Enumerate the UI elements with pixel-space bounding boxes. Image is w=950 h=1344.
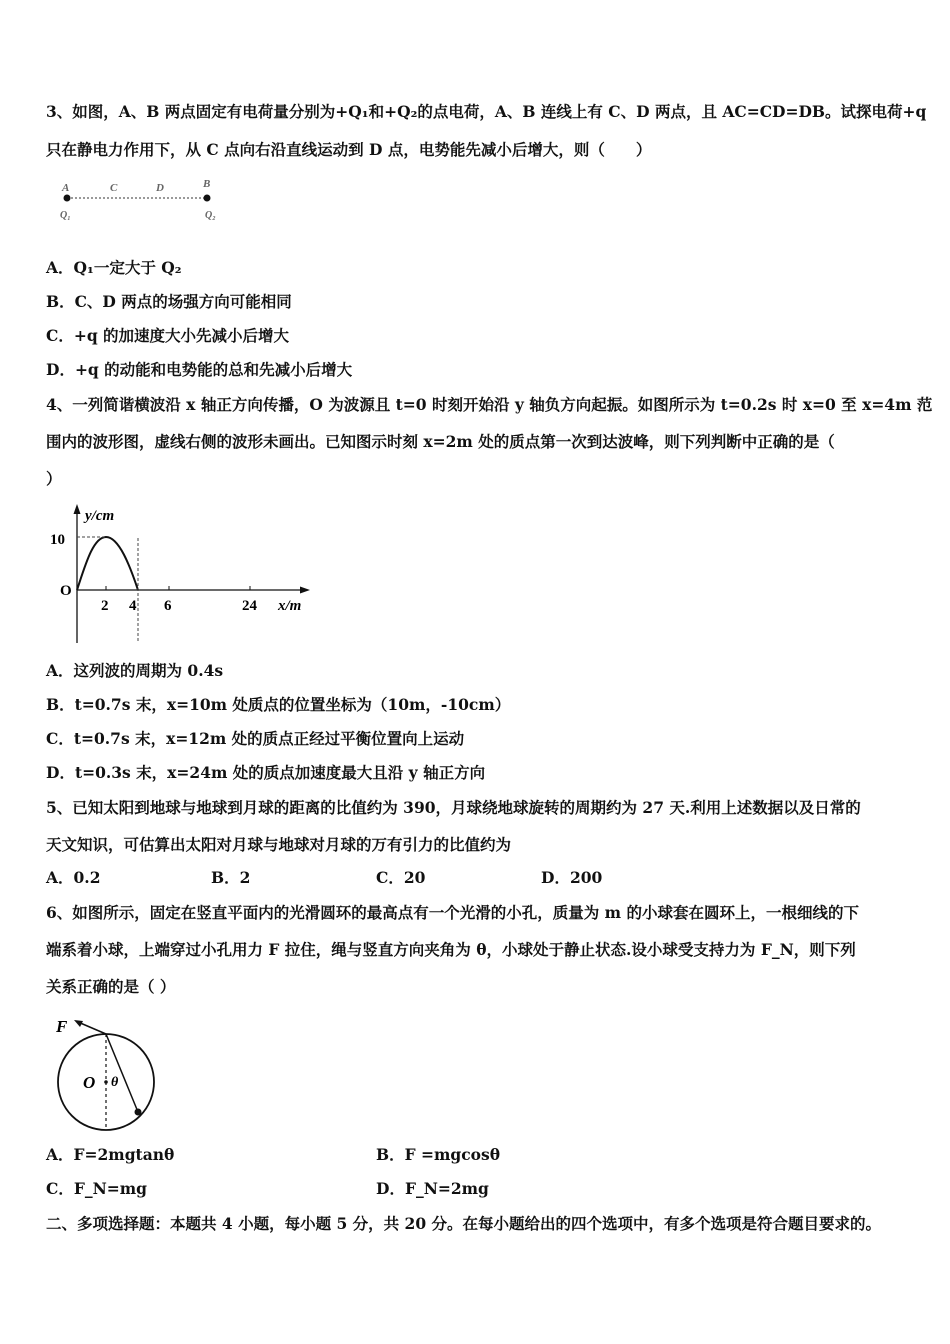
q6-option-a: A．F=2mgtanθ	[46, 1145, 175, 1164]
x-axis-arrow	[300, 587, 310, 594]
q4-stem-line-2: 围内的波形图，虚线右侧的波形未画出。已知图示时刻 x=2m 处的质点第一次到达波峰，则下列判断中正确的是（	[46, 432, 835, 451]
q6-stem-line-1: 6、如图所示，固定在竖直平面内的光滑圆环的最高点有一个光滑的小孔，质量为 m 的小球套在圆环上，一根细线的下	[46, 903, 859, 922]
q6-option-b: B．F =mgcosθ	[376, 1145, 501, 1164]
q5-option-c: C．20	[376, 868, 426, 887]
label-q2: Q₂	[205, 210, 216, 221]
x-axis-label: x/m	[278, 598, 302, 614]
x-tick-4: 4	[129, 598, 137, 614]
label-o: O	[83, 1073, 96, 1092]
label-b: B	[203, 178, 211, 190]
x-tick-6: 6	[164, 598, 172, 614]
q4-wave-graph	[45, 500, 325, 650]
charge-b-dot	[204, 195, 211, 202]
origin-label: O	[60, 583, 72, 599]
q3-option-a: A．Q₁一定大于 Q₂	[46, 258, 182, 277]
q4-stem-line-3: ）	[46, 469, 62, 488]
force-arrow	[78, 1022, 106, 1034]
q6-stem-line-3: 关系正确的是（ ）	[46, 977, 176, 996]
label-c: C	[110, 182, 118, 194]
label-q1: Q₁	[60, 210, 71, 221]
q3-stem-line-2: 只在静电力作用下，从 C 点向右沿直线运动到 D 点，电势能先减小后增大，则（ ）	[46, 140, 652, 159]
label-d: D	[156, 182, 164, 194]
label-theta: θ	[111, 1075, 119, 1090]
x-tick-2: 2	[101, 598, 109, 614]
q6-option-d: D．F_N=2mg	[376, 1179, 489, 1198]
center-dot	[104, 1080, 108, 1084]
q5-option-b: B．2	[211, 868, 251, 887]
y-axis-label: y/cm	[85, 508, 115, 524]
q6-option-c: C．F_N=mg	[46, 1179, 147, 1198]
q4-option-c: C．t=0.7s 末，x=12m 处的质点正经过平衡位置向上运动	[46, 729, 465, 748]
charge-a-dot	[64, 195, 71, 202]
q4-option-d: D．t=0.3s 末，x=24m 处的质点加速度最大且沿 y 轴正方向	[46, 763, 486, 782]
q4-stem-line-1: 4、一列简谐横波沿 x 轴正方向传播，O 为波源且 t=0 时刻开始沿 y 轴负方向起振。如图所示为 t=0.2s 时 x=0 至 x=4m 范	[46, 395, 933, 414]
q5-stem-line-2: 天文知识，可估算出太阳对月球与地球对月球的万有引力的比值约为	[46, 835, 512, 854]
q4-option-a: A．这列波的周期为 0.4s	[46, 661, 224, 680]
label-f: F	[56, 1017, 68, 1036]
label-a: A	[62, 182, 70, 194]
q3-charge-figure	[55, 176, 235, 226]
q3-option-c: C．+q 的加速度大小先减小后增大	[46, 326, 290, 345]
y-axis-arrow	[74, 504, 81, 514]
q3-option-d: D．+q 的动能和电势能的总和先减小后增大	[46, 360, 353, 379]
ball	[135, 1109, 142, 1116]
q5-option-d: D．200	[541, 868, 603, 887]
x-tick-24: 24	[242, 598, 257, 614]
q5-stem-line-1: 5、已知太阳到地球与地球到月球的距离的比值约为 390，月球绕地球旋转的周期约为 27 天.利用上述数据以及日常的	[46, 798, 861, 817]
q6-ring-figure	[50, 1012, 170, 1132]
force-arrowhead	[74, 1020, 83, 1027]
q4-option-b: B．t=0.7s 末，x=10m 处质点的位置坐标为（10m，-10cm）	[46, 695, 511, 714]
q6-stem-line-2: 端系着小球，上端穿过小孔用力 F 拉住，绳与竖直方向夹角为 θ，小球处于静止状态.设小球受支持力为 F_N，则下列	[46, 940, 856, 959]
q5-option-a: A．0.2	[46, 868, 101, 887]
string	[106, 1034, 138, 1112]
q3-option-b: B．C、D 两点的场强方向可能相同	[46, 292, 292, 311]
wave-curve	[77, 537, 138, 590]
q3-stem-line-1: 3、如图，A、B 两点固定有电荷量分别为+Q₁和+Q₂的点电荷，A、B 连线上有 C、D 两点，且 AC=CD=DB。试探电荷+q	[46, 102, 927, 121]
section-2-heading: 二、多项选择题：本题共 4 小题，每小题 5 分，共 20 分。在每小题给出的四个选项中，有多个选项是符合题目要求的。	[46, 1214, 882, 1233]
y-tick-10: 10	[50, 532, 65, 548]
